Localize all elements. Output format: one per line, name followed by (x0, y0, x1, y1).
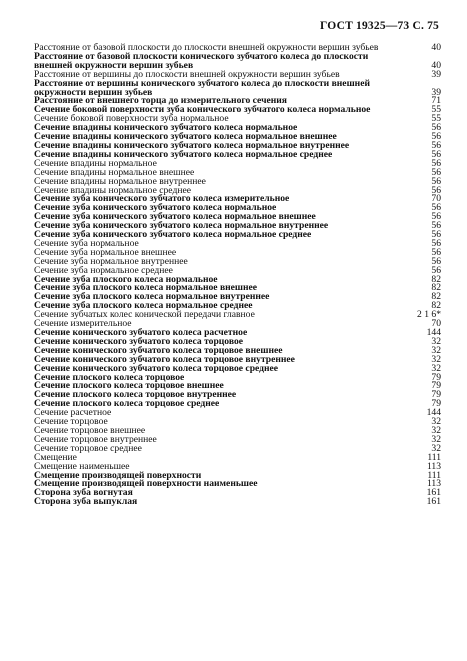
entry-page-number: 111 (427, 451, 441, 463)
entry-term: Сечение зуба конического зубчатого колеса нормальное (34, 202, 277, 214)
entry-term: Смещение производящей поверхности наименьшее (34, 478, 258, 490)
entry-page-number: 82 (431, 282, 441, 294)
entry-term: Сечение зуба конического зубчатого колеса нормальное внешнее (34, 211, 316, 223)
entry-page-number: 32 (431, 353, 441, 365)
entry-page-number: 55 (431, 104, 441, 116)
entry-term: Сторона зуба вогнутая (34, 487, 133, 499)
entry-term: Расстояние от внешнего торца до измерительного сечения (34, 95, 287, 107)
entry-term: Смещение (34, 451, 77, 463)
entry-page-number: 79 (431, 389, 441, 401)
entry-term: Сечение впадины конического зубчатого колеса нормальное (34, 122, 298, 134)
entry-term: Сторона зуба выпуклая (34, 496, 138, 508)
entry-term: Сечение плоского колеса торцовое (34, 371, 185, 383)
entry-term: Сечение зуба нормальное (34, 237, 139, 249)
entry-term: Сечение впадины конического зубчатого колеса нормальное внешнее (34, 131, 337, 143)
entry-term: Сечение зуба плоского колеса нормальное внутреннее (34, 291, 270, 303)
entry-term: Сечение конического зубчатого колеса расчетное (34, 327, 248, 338)
entry-term: Сечение зуба нормальное внутреннее (34, 255, 188, 267)
entry-page-number: 56 (431, 202, 441, 214)
entry-term: Сечение боковой поверхности зуба конического зубчатого колеса нормальное (34, 104, 371, 116)
entry-page-number: 56 (431, 237, 441, 249)
entry-page-number: 56 (431, 255, 441, 267)
entry-page-number: 56 (431, 220, 441, 232)
entry-page-number: 32 (431, 424, 441, 436)
entry-term: Расстояние от базовой плоскости конического зубчатого колеса до плоскости внешней окружности вершин зубьев (34, 50, 369, 71)
entry-term: Смещение наименьшее (34, 460, 130, 472)
entry-page-number: 111 (427, 469, 441, 481)
page-header: ГОСТ 19325—73 С. 75 (320, 20, 439, 32)
entry-term: Сечение торцовое среднее (34, 442, 142, 454)
entry-page-number: 71 (431, 95, 441, 107)
entry-page-number: 113 (426, 460, 441, 472)
entry-page-number: 32 (431, 442, 441, 454)
entry-page-number: 82 (431, 273, 441, 285)
entry-term: Сечение зуба конического зубчатого колеса нормальное среднее (34, 229, 312, 241)
entry-page-number: 56 (431, 175, 441, 187)
entry-term: Сечение конического зубчатого колеса торцовое среднее (34, 362, 279, 374)
entry-term: Сечение зуба нормальное внешнее (34, 246, 177, 258)
entry-page-number: 56 (431, 139, 441, 151)
entry-page-number: 2 1 6* (417, 309, 441, 321)
entry-page-number: 161 (426, 487, 441, 499)
entry-term: Сечение впадины нормальное внешнее (34, 166, 195, 178)
entry-page-number: 56 (431, 148, 441, 160)
entry-page-number: 39 (431, 86, 441, 98)
entry-term: Сечение впадины нормальное (34, 157, 157, 169)
entry-page-number: 32 (431, 344, 441, 356)
entry-term: Сечение зуба плоского колеса нормальное среднее (34, 300, 253, 312)
entry-term: Сечение плоского колеса торцовое среднее (34, 398, 220, 410)
entry-page-number: 82 (431, 300, 441, 312)
entry-page-number: 32 (431, 335, 441, 347)
entry-page-number: 144 (426, 327, 441, 338)
entry-term: Сечение боковой поверхности зуба нормальное (34, 113, 229, 125)
entry-term: Сечение конического зубчатого колеса торцовое внутреннее (34, 353, 295, 365)
entry-term: Сечение впадины нормальное среднее (34, 184, 191, 196)
index-entry (34, 442, 441, 454)
entry-page-number: 32 (431, 433, 441, 445)
entry-page-number: 56 (431, 157, 441, 169)
entry-page-number: 79 (431, 380, 441, 392)
entry-page-number: 39 (431, 68, 441, 80)
entry-term: Сечение измерительное (34, 318, 132, 330)
entry-page-number: 56 (431, 246, 441, 258)
entry-page-number: 40 (431, 59, 441, 71)
entry-term: Сечение впадины конического зубчатого колеса нормальное внутреннее (34, 139, 350, 151)
entry-page-number: 56 (431, 229, 441, 241)
entry-page-number: 56 (431, 184, 441, 196)
entry-term: Расстояние от вершины до плоскости внешней окружности вершин зубьев (34, 68, 340, 80)
term-index (34, 44, 441, 507)
entry-page-number: 32 (431, 416, 441, 428)
entry-page-number: 70 (431, 318, 441, 330)
entry-term: Сечение плоского колеса торцовое внутреннее (34, 389, 237, 401)
entry-page-number: 56 (431, 122, 441, 134)
entry-page-number: 56 (431, 211, 441, 223)
entry-page-number: 70 (431, 193, 441, 205)
entry-page-number: 56 (431, 166, 441, 178)
entry-page-number: 113 (426, 478, 441, 490)
entry-term: Сечение конического зубчатого колеса торцовое внешнее (34, 344, 283, 356)
entry-page-number: 56 (431, 264, 441, 276)
entry-term: Сечение торцовое внешнее (34, 424, 146, 436)
entry-term: Сечение зуба конического зубчатого колеса измерительное (34, 193, 290, 205)
entry-term: Сечение впадины нормальное внутреннее (34, 175, 206, 187)
entry-term: Смещение производящей поверхности (34, 469, 202, 481)
index-entry (34, 498, 441, 507)
entry-term: Сечение зуба конического зубчатого колеса нормальное внутреннее (34, 220, 329, 232)
entry-page-number: 56 (431, 131, 441, 143)
entry-term: Сечение зуба плоского колеса нормальное (34, 273, 218, 285)
entry-term: Сечение зубчатых колес конической передачи главное (34, 309, 255, 321)
entry-page-number: 82 (431, 291, 441, 303)
entry-page-number: 55 (431, 113, 441, 125)
entry-page-number: 79 (431, 371, 441, 383)
entry-term: Сечение конического зубчатого колеса торцовое (34, 335, 244, 347)
entry-page-number: 144 (426, 407, 441, 419)
entry-page-number: 161 (426, 496, 441, 508)
entry-term: Сечение зуба плоского колеса нормальное внешнее (34, 282, 258, 294)
entry-page-number: 32 (431, 362, 441, 374)
entry-term: Сечение расчетное (34, 407, 112, 419)
entry-term: Расстояние от базовой плоскости до плоскости внешней окружности вершин зубьев (34, 42, 379, 53)
entry-page-number: 40 (431, 42, 441, 53)
entry-term: Сечение торцовое внутреннее (34, 433, 157, 445)
entry-term: Сечение зуба нормальное среднее (34, 264, 173, 276)
entry-term: Сечение торцовое (34, 416, 108, 428)
entry-term: Сечение плоского колеса торцовое внешнее (34, 380, 224, 392)
entry-term: Расстояние от вершины конического зубчатого колеса до плоскости внешней окружности вершин зубьев (34, 77, 370, 98)
entry-page-number: 79 (431, 398, 441, 410)
entry-term: Сечение впадины конического зубчатого колеса нормальное среднее (34, 148, 333, 160)
